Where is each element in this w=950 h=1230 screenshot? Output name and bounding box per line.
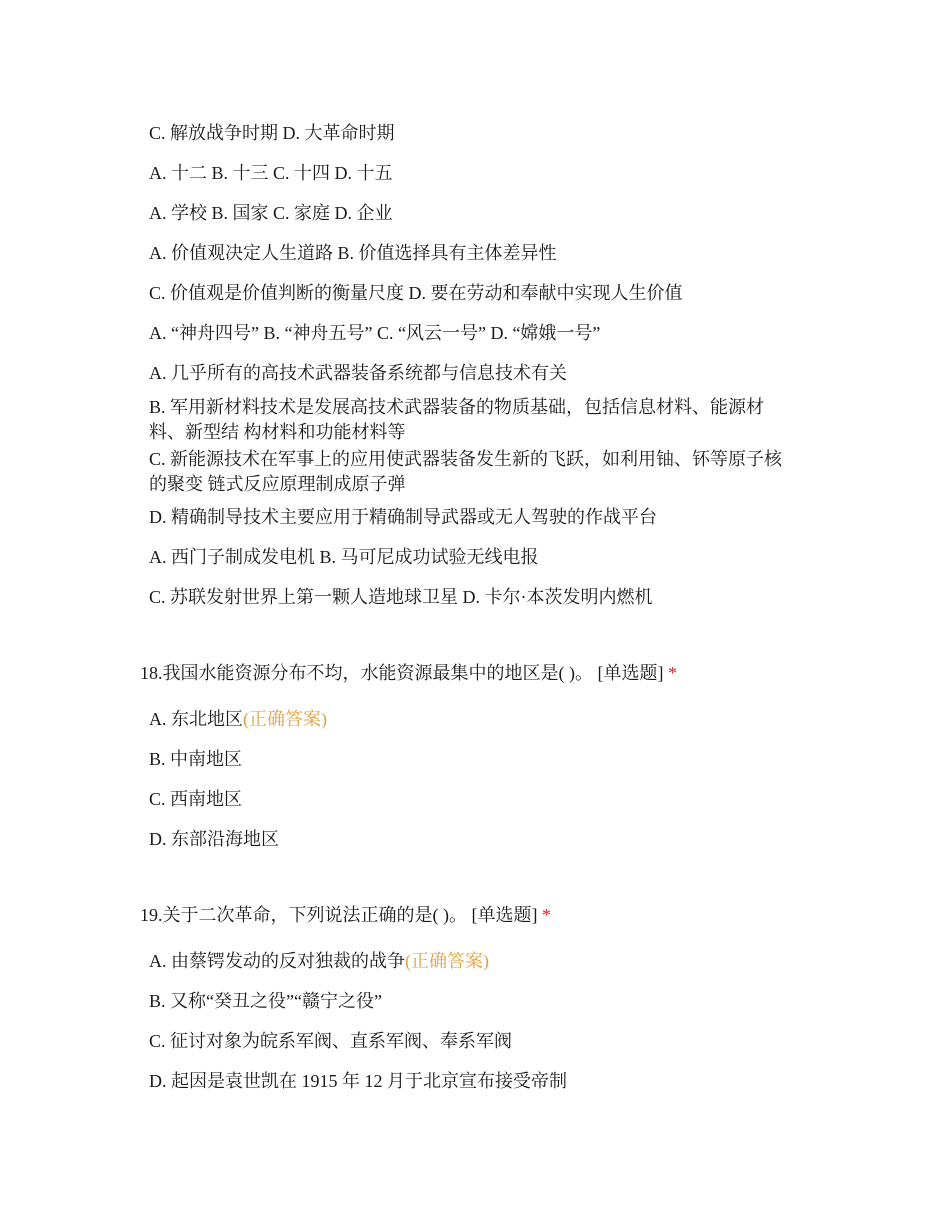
option-line: C. 苏联发射世界上第一颗人造地球卫星 D. 卡尔·本茨发明内燃机 — [149, 587, 653, 607]
question-18-option-c: C. 西南地区 — [149, 789, 243, 809]
option-line: C. 价值观是价值判断的衡量尺度 D. 要在劳动和奉献中实现人生价值 — [149, 283, 683, 303]
option-line: A. 学校 B. 国家 C. 家庭 D. 企业 — [149, 203, 393, 223]
question-19-option-a — [149, 949, 794, 973]
required-mark: * — [667, 663, 677, 683]
question-19-option-d: D. 起因是袁世凯在 1915 年 12 月于北京宣布接受帝制 — [149, 1071, 567, 1091]
question-18-option-d: D. 东部沿海地区 — [149, 829, 279, 849]
option-line: C. 解放战争时期 D. 大革命时期 — [149, 123, 395, 143]
correct-answer-label: (正确答案) — [243, 709, 327, 729]
required-mark: * — [541, 905, 551, 925]
question-18-option-a — [149, 707, 794, 731]
question-19-title — [140, 903, 840, 927]
option-line: B. 军用新材料技术是发展高技术武器装备的物质基础，包括信息材料、能源材料、新型结 构材料和功能材料等 — [149, 397, 765, 442]
question-18-title — [140, 661, 840, 685]
option-text: A. 东北地区 — [149, 709, 243, 729]
option-line: A. 价值观决定人生道路 B. 价值选择具有主体差异性 — [149, 243, 557, 263]
question-19-option-c: C. 征讨对象为皖系军阀、直系军阀、奉系军阀 — [149, 1031, 513, 1051]
option-line: D. 精确制导技术主要应用于精确制导武器或无人驾驶的作战平台 — [149, 507, 657, 527]
option-line: A. 十二 B. 十三 C. 十四 D. 十五 — [149, 163, 393, 183]
question-18-text: 18.我国水能资源分布不均，水能资源最集中的地区是( )。 [单选题] — [140, 663, 664, 683]
option-line: A. “神舟四号” B. “神舟五号” C. “风云一号” D. “嫦娥一号” — [149, 323, 601, 343]
option-line: C. 新能源技术在军事上的应用使武器装备发生新的飞跃，如利用铀、钚等原子核的聚变 链式反应原理制成原子弹 — [149, 449, 783, 494]
correct-answer-label: (正确答案) — [405, 951, 489, 971]
option-line: A. 几乎所有的高技术武器装备系统都与信息技术有关 — [149, 363, 567, 383]
question-19-text: 19.关于二次革命，下列说法正确的是( )。 [单选题] — [140, 905, 538, 925]
question-19-option-b: B. 又称“癸丑之役”“赣宁之役” — [149, 991, 382, 1011]
question-18-option-b: B. 中南地区 — [149, 749, 243, 769]
option-text: A. 由蔡锷发动的反对独裁的战争 — [149, 951, 405, 971]
option-line: A. 西门子制成发电机 B. 马可尼成功试验无线电报 — [149, 547, 539, 567]
